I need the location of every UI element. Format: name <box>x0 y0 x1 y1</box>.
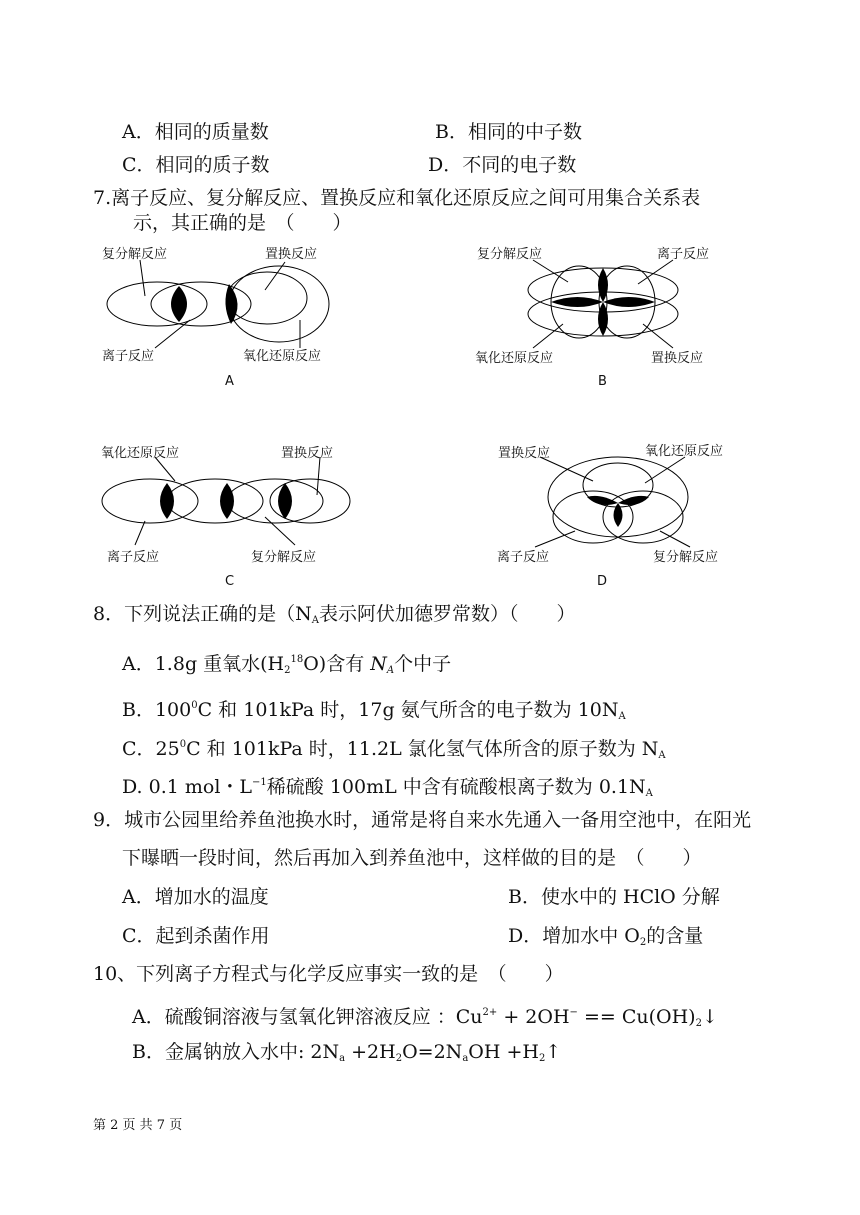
ellipse-ionic-reaction <box>102 479 198 523</box>
intersection-region <box>551 297 603 307</box>
ellipse-displacement-reaction <box>227 272 307 324</box>
intersection-region <box>278 483 292 519</box>
label-double-decomposition: 复分解反应 <box>653 550 719 565</box>
q8-option-d: D. 0.1 mol・$L^{-1}$稀硫酸 100mL 中含有硫酸根离子数为 $0.1N_A$ <box>122 776 653 799</box>
q9-option-b: B．使水中的 HClO 分解 <box>508 886 720 908</box>
intersection-region <box>225 284 237 324</box>
label-pointer <box>533 324 563 348</box>
label-double-decomposition: 复分解反应 <box>477 247 543 262</box>
q8-option-b: B．$100^0C$ 和 101kPa 时，17g 氨气所含的电子数为 $10N_A$ <box>122 699 626 722</box>
label-displacement: 置换反应 <box>498 446 551 461</box>
label-pointer <box>265 517 295 545</box>
intersection-region <box>587 496 618 505</box>
q9-stem-line1: 9．城市公园里给养鱼池换水时，通常是将自来水先通入一备用空池中，在阳光 <box>93 809 752 831</box>
diagram-letter: C <box>225 574 235 587</box>
label-pointer <box>135 521 145 545</box>
q8-stem: 8．下列说法正确的是（$N_A$表示阿伏加德罗常数）（ ） <box>93 603 576 626</box>
diagram-letter: B <box>598 374 607 389</box>
label-double-decomposition: 复分解反应 <box>251 550 317 565</box>
venn-diagram-b <box>473 240 733 390</box>
label-redox: 氧化还原反应 <box>645 444 724 459</box>
label-pointer <box>645 457 685 483</box>
q9-stem-line2: 下曝晒一段时间，然后再加入到养鱼池中，这样做的目的是 （ ） <box>122 847 702 869</box>
ellipse-redox-reaction <box>229 266 329 342</box>
label-ionic: 离子反应 <box>657 247 710 262</box>
intersection-region <box>220 483 234 519</box>
q7-stem-line1: 7.离子反应、复分解反应、置换反应和氧化还原反应之间可用集合关系表 <box>93 187 701 209</box>
q6-option-b: B．相同的中子数 <box>435 121 582 143</box>
q10-option-b: B．金属钠放入水中: $2N_a +2H_2O=2N_aOH$ $+H_2↑$ <box>132 1041 562 1064</box>
label-displacement: 置换反应 <box>265 247 318 262</box>
label-redox: 氧化还原反应 <box>475 351 554 366</box>
q9-option-d: D．增加水中 $O_2$的含量 <box>508 925 704 948</box>
label-ionic: 离子反应 <box>102 349 155 364</box>
diagram-letter: D <box>597 574 608 587</box>
intersection-region <box>618 496 649 505</box>
q9-option-c: C．起到杀菌作用 <box>122 925 270 947</box>
ellipse-double-decomposition <box>107 282 207 326</box>
q10-option-a: A．硫酸铜溶液与氢氧化钾溶液反应 ：$Cu^{2+} + 2OH^-$ == $Cu(OH)_2↓$ <box>132 1006 718 1029</box>
venn-diagram-c <box>95 437 365 587</box>
intersection-region <box>160 483 174 519</box>
venn-diagram-d <box>495 437 755 587</box>
label-pointer <box>535 531 575 547</box>
page-footer: 第 2 页 共 7 页 <box>93 1118 183 1133</box>
q6-option-c: C．相同的质子数 <box>122 154 270 176</box>
q8-option-a: A．1.8g 重氧水$(H_2^{18}O)$含有 $N_A$个中子 <box>122 653 452 676</box>
diagram-letter: A <box>225 374 234 389</box>
q7-stem-line2: 示，其正确的是 （ ） <box>133 212 352 234</box>
label-displacement: 置换反应 <box>651 351 704 366</box>
venn-diagram-a <box>95 240 355 390</box>
label-redox: 氧化还原反应 <box>243 349 322 364</box>
label-double-decomposition: 复分解反应 <box>102 247 168 262</box>
label-redox: 氧化还原反应 <box>101 446 180 461</box>
label-pointer <box>140 260 145 296</box>
q10-stem: 10、下列离子方程式与化学反应事实一致的是 （ ） <box>93 963 564 985</box>
label-pointer <box>317 457 320 495</box>
label-ionic: 离子反应 <box>497 550 550 565</box>
q9-option-a: A．增加水的温度 <box>122 886 269 908</box>
ellipse-double-decomposition <box>227 479 323 523</box>
intersection-region <box>603 297 655 307</box>
label-pointer <box>155 320 190 348</box>
q6-option-d: D．不同的电子数 <box>428 154 577 176</box>
q8-option-c: C．$25^0C$ 和 101kPa 时，11.2L 氯化氢气体所含的原子数为 $N_A$ <box>122 738 666 761</box>
label-ionic: 离子反应 <box>107 550 160 565</box>
label-pointer <box>643 324 673 348</box>
intersection-region <box>171 286 187 322</box>
label-displacement: 置换反应 <box>281 446 334 461</box>
q6-option-a: A．相同的质量数 <box>122 121 269 143</box>
ellipse-redox-reaction <box>167 479 263 523</box>
